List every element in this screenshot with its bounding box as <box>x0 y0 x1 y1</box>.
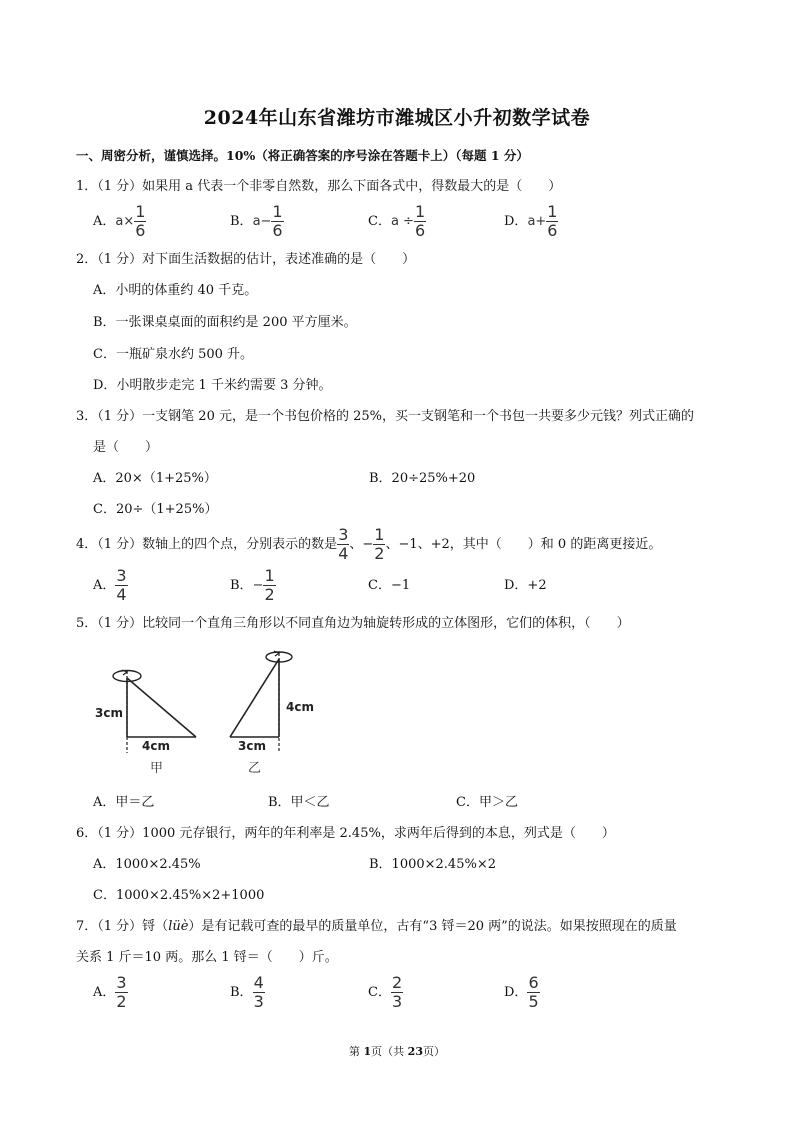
q1-option-d: D．a+ $\frac{1}{6}$ <box>504 202 558 240</box>
jia-side-label: 3cm <box>95 706 123 720</box>
q5-figure <box>90 645 330 780</box>
q5-option-a: A．甲＝乙 <box>93 795 155 810</box>
q6-option-c: C．1000×2.45%×2+1000 <box>93 888 265 903</box>
q1-option-a: A．a× $\frac{1}{6}$ <box>93 202 146 240</box>
q1-option-c: C．a ÷ $\frac{1}{6}$ <box>368 202 426 240</box>
q7-stem-line1: 7．（1 分）锊（lüè）是有记载可查的最早的质量单位，古有“3 锊＝20 两”的说法。如果按照现在的质量 <box>76 919 677 934</box>
q4-option-d: D．+2 <box>504 578 547 593</box>
q2-option-c: C．一瓶矿泉水约 500 升。 <box>93 347 254 362</box>
yi-label: 乙 <box>248 761 262 776</box>
q4-option-c: C．−1 <box>368 578 411 593</box>
q6-option-a: A．1000×2.45% <box>93 857 201 872</box>
page-total: 23 <box>407 1045 423 1058</box>
q1-option-b: B．a− $\frac{1}{6}$ <box>230 202 283 240</box>
figure-yi <box>230 651 314 776</box>
q3-option-c: C．20÷（1+25%） <box>93 502 218 517</box>
yi-base-label: 3cm <box>238 739 266 753</box>
section-heading: 一、周密分析，谨慎选择。10%（将正确答案的序号涂在答题卡上）（每题 1 分） <box>76 148 529 163</box>
q6-option-b: B．1000×2.45%×2 <box>369 857 496 872</box>
q4-stem: 4．（1 分）数轴上的四个点，分别表示的数是 $\frac{3}{4}$ 、− $\frac{1}{2}$ 、−1、+2，其中（ ）和 0 的距离更接近。 <box>76 525 662 563</box>
q3-stem-line2: 是（ ） <box>93 440 159 455</box>
page-footer: 第 1页（共 23页） <box>349 1045 445 1058</box>
jia-base-label: 4cm <box>142 739 170 753</box>
q2-option-b: B．一张课桌桌面的面积约是 200 平方厘米。 <box>93 315 357 330</box>
q3-option-a: A．20×（1+25%） <box>93 471 217 486</box>
q6-stem: 6．（1 分）1000 元存银行，两年的年利率是 2.45%，求两年后得到的本息，列式是（ ） <box>76 826 615 841</box>
q3-stem-line1: 3．（1 分）一支钢笔 20 元，是一个书包价格的 25%，买一支钢笔和一个书包一共要多少元钱？列式正确的 <box>76 409 695 424</box>
q7-option-b: B． $\frac{4}{3}$ <box>230 973 264 1011</box>
q7-option-c: C． $\frac{2}{3}$ <box>368 973 403 1011</box>
q2-option-a: A．小明的体重约 40 千克。 <box>93 283 258 298</box>
yi-side-label: 4cm <box>286 700 314 714</box>
q2-stem: 2．（1 分）对下面生活数据的估计，表述准确的是（ ） <box>76 252 416 267</box>
page-number: 1 <box>363 1045 372 1058</box>
q7-option-d: D． $\frac{6}{5}$ <box>504 973 539 1011</box>
jia-label: 甲 <box>150 761 164 776</box>
q5-stem: 5．（1 分）比较同一个直角三角形以不同直角边为轴旋转形成的立体图形，它们的体积，（ ） <box>76 616 630 631</box>
q7-stem-line2: 关系 1 斤＝10 两。那么 1 锊＝（ ）斤。 <box>76 950 338 965</box>
q3-option-b: B．20÷25%+20 <box>369 471 476 486</box>
q5-option-c: C．甲＞乙 <box>456 795 518 810</box>
figure-jia <box>95 670 196 776</box>
q7-option-a: A． $\frac{3}{2}$ <box>93 973 127 1011</box>
q1-stem: 1．（1 分）如果用 a 代表一个非零自然数，那么下面各式中，得数最大的是（ ） <box>76 179 562 194</box>
q2-option-d: D．小明散步走完 1 千米约需要 3 分钟。 <box>93 378 332 393</box>
page-title: 2024年山东省潍坊市潍城区小升初数学试卷 <box>203 107 591 129</box>
q4-option-b: B．− $\frac{1}{2}$ <box>230 566 275 604</box>
q4-option-a: A． $\frac{3}{4}$ <box>93 566 127 604</box>
q5-option-b: B．甲＜乙 <box>268 795 330 810</box>
